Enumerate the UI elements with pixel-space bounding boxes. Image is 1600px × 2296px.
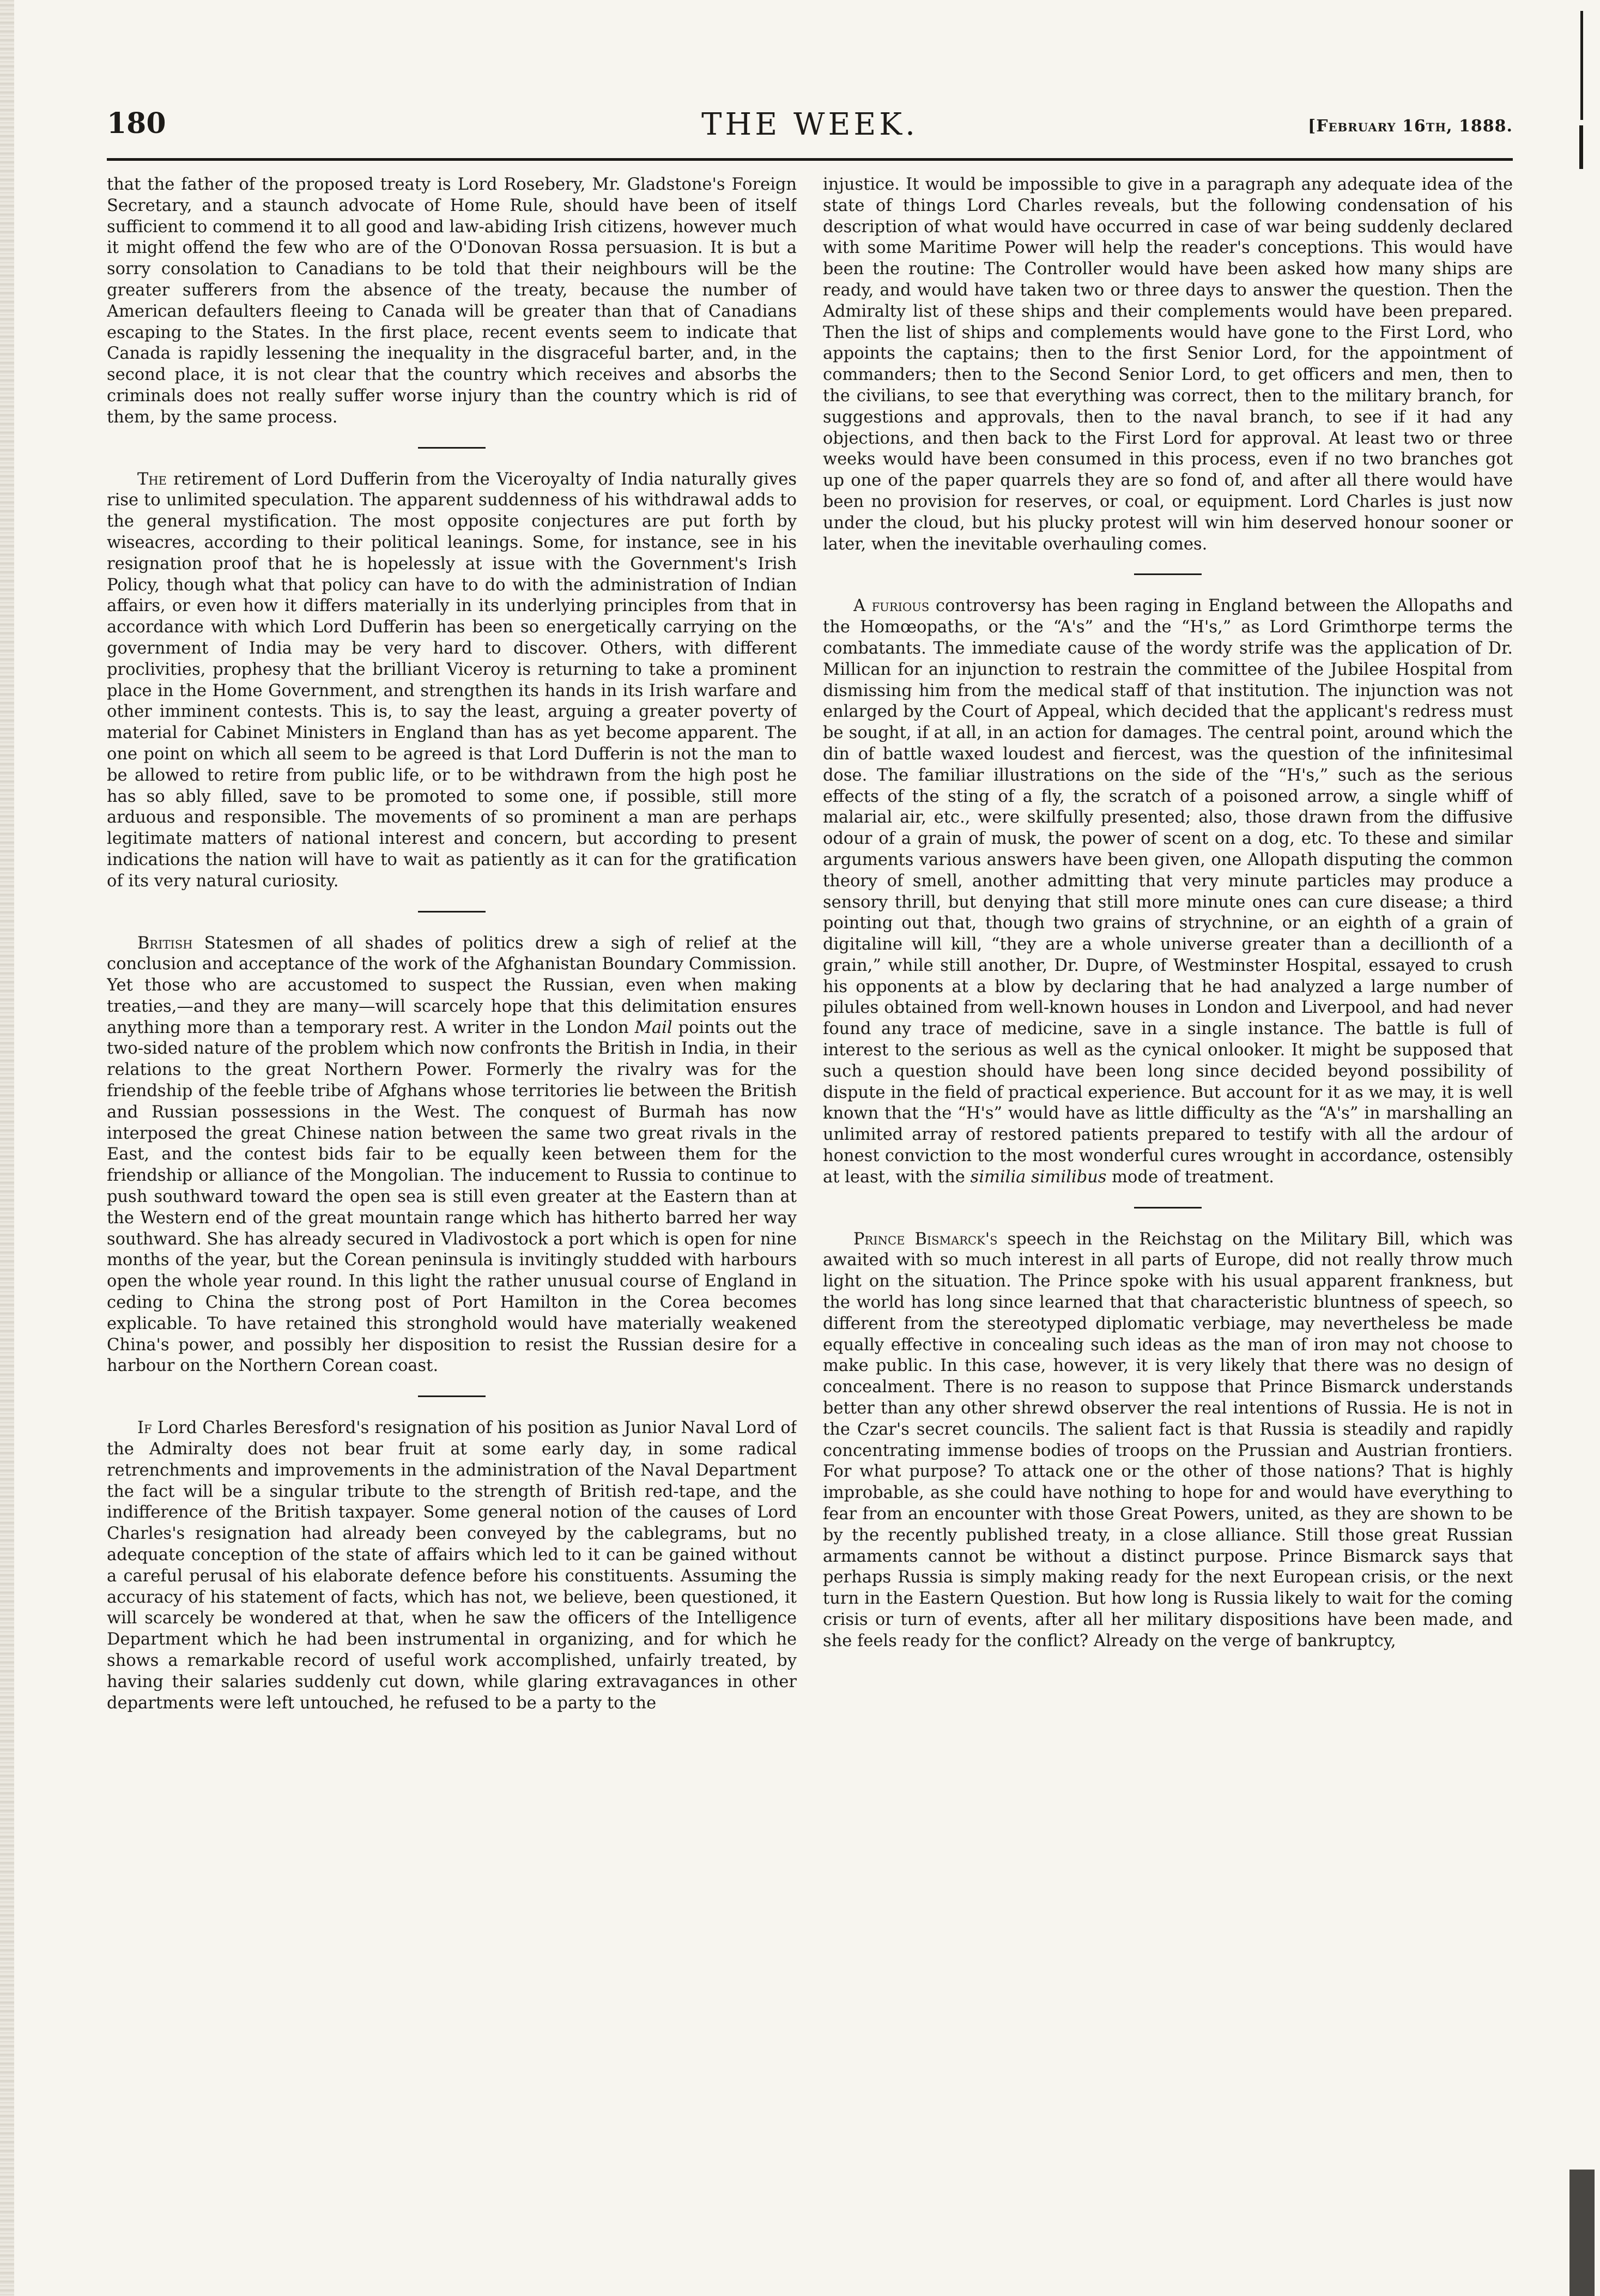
article-body: controversy has been raging in England between the Allopaths and the Homœopaths, or the “A's” and the “H's,” as Lord Grimthorpe terms the combatants. The immediate cause of the wordy strife was the application of Dr. Millican for an injunction to restrain the committee of the Jubilee Hospital from dismissing him from the medical staff of that institution. The injunction was not enlarged by the Court of Appeal, which decided that the applicant's redress must be sought, if at all, in an action for damages. The central point, around which the din of battle waxed loudest and fiercest, was the question of the infinitesimal dose. The familiar illustrations on the side of the “H's,” such as the serious effects of the sting of a fly, the scratch of a poisoned arrow, a single whiff of malarial air, etc., were skilfully presented; also, those drawn from the diffusive odour of a grain of musk, the power of scent on a dog, etc. To these and similar arguments various answers have been given, one Allopath disputing the common theory of smell, another admitting that very minute particles may produce a sensory thrill, but denying that still more minute ones can cure disease; a third pointing out that, though two grains of strychnine, or an eighth of a grain of digitaline will kill, “they are a whole universe greater than a decillionth of a grain,” while still another, Dr. Dupre, of Westminster Hospital, essayed to crush his opponents at a blow by declaring that he had analyzed a large number of pilules obtained from well-known houses in London and Liverpool, and had never found any trace of medicine, save in a single instance. The battle is full of interest to the serious as well as the cynical onlooker. It might be supposed that such a question should have been long since decided beyond possibility of dispute in the field of practical experience. But account for it as we may, it is well known that the “H's” would have as little difficulty as the “A's” in marshalling an unlimited array of restored patients prepared to testify with all the ardour of honest conviction to the most wonderful cures wrought in accordance, ostensibly at least, with the [823,596,1513,1187]
page-header [107,107,1513,150]
lead-word: If [137,1418,152,1438]
left-column [107,174,797,2279]
scan-edge-mark-bottom-right [1569,2170,1595,2296]
section-divider [1134,573,1202,575]
header-rule [107,158,1513,161]
scan-edge-mark-top-right [1580,11,1583,120]
article-rosebery-treaty-continued: that the father of the proposed treaty is Lord Rosebery, Mr. Gladstone's Foreign Secretary, and a staunch advocate of Home Rule, should have been of itself sufficient to commend it to all good and law-abiding Irish citizens, however much it might offend the few who are of the O'Donovan Rossa persuasion. It is but a sorry consolation to Canadians to be told that their neighbours will be the greater sufferers from the absence of the treaty, because the number of American defaulters fleeing to Canada will be greater than that of Canadians escaping to the States. In the first place, recent events seem to indicate that Canada is rapidly lessening the inequality in the disgraceful barter, and, in the second place, it is not clear that the country which receives and absorbs the criminals does not really suffer worse injury than the country which is rid of them, by the same process. [107,175,797,427]
section-divider [418,447,486,449]
lead-word: British [137,933,193,953]
article-prince-bismarck [823,1229,1513,1652]
scan-edge-mark-right [1579,125,1583,169]
section-divider [1134,1207,1202,1209]
lead-word: Prince Bismarck's [853,1229,998,1249]
article-homoeopathy-controversy [823,596,1513,1188]
masthead: THE WEEK. [701,107,918,142]
article-lord-beresford [107,1418,797,1714]
section-divider [418,1395,486,1397]
article-body: speech in the Reichstag on the Military Bill, which was awaited with so much interest in all parts of Europe, did not really throw much light on the situation. The Prince spoke with his usual apparent frankness, but the world has long since learned that that characteristic bluntness of speech, so different from the stereotyped diplomatic verbiage, may nevertheless be made equally effective in concealing such ideas as the man of iron may not choose to make public. In this case, however, it is very likely that there was no design of concealment. There is no reason to suppose that Prince Bismarck understands better than any other shrewd observer the real intentions of Russia. He is not in the Czar's secret councils. The salient fact is that Russia is steadily and rapidly concentrating immense bodies of troops on the Prussian and Austrian frontiers. For what purpose? To attack one or the other of those nations? That is highly improbable, as she could have nothing to hope for and would have everything to fear from an encounter with those Great Powers, united, as they are shown to be by the recently published treaty, in a close alliance. Still those great Russian armaments cannot be without a distinct purpose. Prince Bismarck says that perhaps Russia is simply making ready for the next European crisis, or the next turn in the Eastern Question. But how long is Russia likely to wait for the coming crisis or turn of events, after all her military dispositions have been made, and she feels ready for the conflict? Already on the verge of bankruptcy, [823,1229,1513,1651]
article-afghanistan-boundary [107,933,797,1377]
article-lord-beresford-continued: injustice. It would be impossible to give in a paragraph any adequate idea of the state of things Lord Charles reveals, but the following condensation of his description of what would have occurred in case of war being suddenly declared with some Maritime Power will help the reader's conceptions. This would have been the routine: The Controller would have been asked how many ships are ready, and would have taken two or three days to answer the question. Then the Admiralty list of these ships and their complements would have been prepared. Then the list of ships and complements would have gone to the First Lord, who appoints the captains; then to the first Senior Lord, for the appointment of commanders; then to the Second Senior Lord, to get officers and men, then to the civilians, to see that everything was correct, then to the military branch, for suggestions and approvals, then to the naval branch, to see if it had any objections, and then back to the First Lord for approval. At least two or three weeks would have been consumed in this process, even if no two branches got up one of the paper quarrels they are so fond of, and after all there would have been no provision for reserves, or coal, or equipment. Lord Charles is just now under the cloud, but his plucky protest will win him deserved honour sooner or later, when the inevitable overhauling comes. [823,175,1513,554]
page-number: 180 [107,107,166,140]
article-body: retirement of Lord Dufferin from the Viceroyalty of India naturally gives rise to unlimited speculation. The apparent suddenness of his withdrawal adds to the general mystification. The most opposite conjectures are put forth by wiseacres, according to their political leanings. Some, for instance, see in his resignation proof that he is hopelessly at issue with the Government's Irish Policy, though what that policy can have to do with the administration of Indian affairs, or even how it differs materially in its underlying principles from that in accordance with which Lord Dufferin has been so energetically carrying on the government of India may be very hard to discover. Others, with different proclivities, prophesy that the brilliant Viceroy is returning to take a prominent place in the Home Government, and strengthen its hands in its Irish warfare and other imminent contests. This is, to say the least, arguing a greater poverty of material for Cabinet Ministers in England than has as yet become apparent. The one point on which all seem to be agreed is that Lord Dufferin is not the man to be allowed to retire from public life, or to be withdrawn from the high post he has so ably filled, save to be promoted to some one, if possible, still more arduous and responsible. The movements of so prominent a man are perhaps legitimate matters of national interest and concern, but according to present indications the nation will have to wait as patiently as it can for the gratification of its very natural curiosity. [107,469,797,891]
section-divider [418,911,486,913]
article-body: Lord Charles Beresford's resignation of his position as Junior Naval Lord of the Admiralty does not bear fruit at some early day, in some radical retrenchments and improvements in the administration of the Naval Department the fact will be a singular tribute to the strength of British red-tape, and the indifference of the British taxpayer. Some general notion of the causes of Lord Charles's resignation had already been conveyed by the cablegrams, but no adequate conception of the state of affairs which led to it can be gained without a careful perusal of his elaborate defence before his constituents. Assuming the accuracy of his statement of facts, which has not, we believe, been questioned, it will scarcely be wondered at that, when he saw the officers of the Intelligence Department which he had been instrumental in organizing, and for which he shows a remarkable record of useful work accomplished, unfairly treated, by having their salaries suddenly cut down, while glaring extravagances in other departments were left untouched, he refused to be a party to the [107,1418,797,1713]
issue-date: [February 16th, 1888. [1308,117,1513,136]
lead-word: A furious [853,596,930,616]
article-body: points out the two-sided nature of the problem which now confronts the British in India, in their relations to the great Northern Power. Formerly the rivalry was for the friendship of the feeble tribe of Afghans whose territories lie between the British and Russian possessions in the West. The conquest of Burmah has now interposed the great Chinese nation between the same two great rivals in the East, and the contest bids fair to be equally keen between them for the friendship or alliance of the Mongolian. The inducement to Russia to continue to push southward toward the open sea is still even greater at the Eastern than at the Western end of the great mountain range which has hitherto barred her way southward. She has already secured in Vladivostock a port which is open for nine months of the year, but the Corean peninsula is invitingly studded with harbours open the whole year round. In this light the rather unusual course of England in ceding to China the strong post of Port Hamilton in the Corea becomes explicable. To have retained this stronghold would have materially weakened China's power, and possibly her disposition to resist the Russian desire for a harbour on the Northern Corean coast. [107,1018,797,1376]
italic-latin-phrase: similia similibus [970,1167,1107,1187]
scan-margin-left [0,0,14,2296]
article-body: mode of treatment. [1112,1167,1274,1187]
article-lord-dufferin [107,469,797,892]
lead-word: The [137,469,167,489]
italic-newspaper-name: Mail [634,1018,672,1037]
article-body: Statesmen of all shades of politics drew a sigh of relief at the conclusion and acceptance of the work of the Afghanistan Boundary Commission. Yet those who are accustomed to suspect the Russian, even when making treaties,—and they are many—will scarcely hope that this delimitation ensures anything more than a temporary rest. A writer in the London [107,933,797,1037]
right-column [823,174,1513,2279]
